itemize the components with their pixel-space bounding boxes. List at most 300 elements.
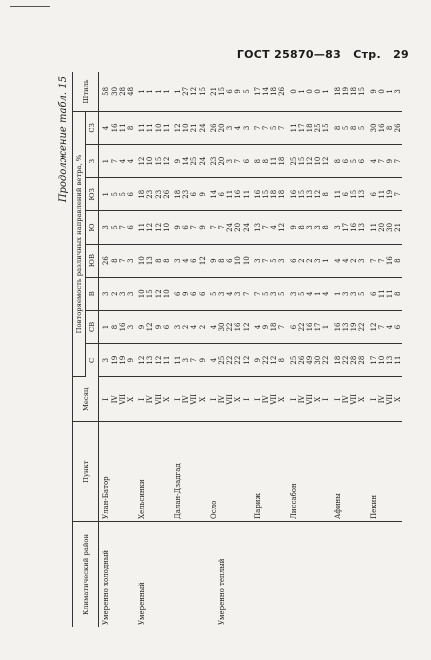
cell-value: 10: [155, 111, 163, 144]
cell-value: 4: [99, 111, 111, 144]
cell-value: 10: [182, 111, 190, 144]
table-row: [135, 72, 146, 627]
cell-point: [378, 422, 386, 522]
cell-value: 7: [262, 111, 270, 144]
table-row: [298, 72, 306, 627]
cell-point: [199, 422, 207, 522]
cell-value: 4: [190, 310, 198, 343]
cell-value: 15: [262, 178, 270, 211]
cell-value: 13: [306, 178, 314, 211]
cell-value: 3: [251, 244, 262, 277]
cell-climate: [350, 521, 358, 627]
cell-value: 18: [135, 178, 146, 211]
cell-value: 30: [386, 211, 394, 244]
cell-value: 3: [99, 344, 111, 377]
table-row: [342, 72, 350, 627]
table-row: [287, 72, 298, 627]
cell-value: 8: [127, 111, 135, 144]
cell-value: 5: [111, 211, 119, 244]
cell-value: 25: [190, 145, 198, 178]
cell-value: 15: [199, 72, 207, 111]
header-calm: Штиль: [73, 72, 99, 111]
cell-value: 8: [394, 277, 402, 310]
cell-value: 18: [171, 178, 182, 211]
cell-value: 18: [278, 178, 286, 211]
cell-value: 4: [127, 145, 135, 178]
cell-climate: [394, 521, 402, 627]
cell-value: 17: [342, 211, 350, 244]
cell-value: 14: [262, 72, 270, 111]
cell-value: 49: [306, 344, 314, 377]
cell-value: 11: [135, 211, 146, 244]
cell-value: 8: [111, 244, 119, 277]
cell-value: 5: [207, 277, 218, 310]
cell-month: X: [199, 377, 207, 422]
cell-value: 1: [331, 277, 342, 310]
cell-value: 12: [135, 344, 146, 377]
cell-value: 9: [386, 145, 394, 178]
cell-value: 5: [342, 111, 350, 144]
cell-climate: [207, 521, 218, 627]
cell-month: X: [394, 377, 402, 422]
cell-climate: [367, 521, 378, 627]
cell-value: 7: [190, 211, 198, 244]
cell-climate: [163, 521, 171, 627]
cell-value: 17: [251, 72, 262, 111]
cell-value: 5: [350, 145, 358, 178]
cell-value: 6: [287, 244, 298, 277]
cell-value: 11: [378, 277, 386, 310]
cell-point: Афины: [331, 422, 342, 522]
cell-value: 12: [155, 211, 163, 244]
cell-value: 11: [243, 178, 251, 211]
cell-climate: [171, 521, 182, 627]
cell-month: VII: [226, 377, 234, 422]
cell-value: 8: [331, 145, 342, 178]
cell-month: X: [314, 377, 322, 422]
cell-month: I: [331, 377, 342, 422]
cell-point: [234, 422, 242, 522]
cell-value: 16: [287, 178, 298, 211]
cell-value: 11: [378, 178, 386, 211]
cell-point: Осло: [207, 422, 218, 522]
cell-month: VII: [386, 377, 394, 422]
cell-value: 10: [146, 145, 154, 178]
cell-value: 22: [342, 344, 350, 377]
cell-value: 19: [350, 310, 358, 343]
cell-month: I: [251, 377, 262, 422]
cell-point: [278, 422, 286, 522]
cell-value: 5: [298, 277, 306, 310]
header-dir: Ю: [86, 211, 99, 244]
cell-month: VII: [270, 377, 278, 422]
cell-value: 9: [234, 72, 242, 111]
cell-value: 11: [226, 178, 234, 211]
cell-value: 1: [298, 72, 306, 111]
cell-value: 25: [287, 344, 298, 377]
cell-point: [190, 422, 198, 522]
cell-value: 28: [358, 344, 366, 377]
cell-value: 0: [287, 72, 298, 111]
table-row: [99, 72, 111, 627]
cell-value: 18: [270, 178, 278, 211]
cell-value: 11: [171, 344, 182, 377]
cell-value: 11: [287, 111, 298, 144]
cell-value: 3: [218, 277, 226, 310]
table-row: [182, 72, 190, 627]
table-row: [386, 72, 394, 627]
cell-value: 12: [243, 310, 251, 343]
cell-value: 20: [234, 211, 242, 244]
header-month: Месяц: [73, 377, 99, 422]
cell-value: 11: [146, 111, 154, 144]
cell-value: 3: [182, 344, 190, 377]
cell-month: IV: [262, 377, 270, 422]
cell-value: 1: [322, 310, 330, 343]
cell-month: I: [367, 377, 378, 422]
cell-value: 24: [199, 111, 207, 144]
header-point: Пункт: [73, 422, 99, 522]
cell-month: VII: [155, 377, 163, 422]
cell-value: 3: [171, 310, 182, 343]
cell-value: 8: [163, 244, 171, 277]
cell-value: 6: [127, 178, 135, 211]
cell-point: Пекин: [367, 422, 378, 522]
cell-value: 16: [386, 244, 394, 277]
cell-climate: [111, 521, 119, 627]
cell-value: 19: [386, 178, 394, 211]
cell-value: 14: [182, 145, 190, 178]
table-row: [270, 72, 278, 627]
cell-climate: [322, 521, 330, 627]
cell-value: 3: [287, 277, 298, 310]
cell-point: [155, 422, 163, 522]
cell-value: 7: [394, 178, 402, 211]
cell-month: X: [234, 377, 242, 422]
cell-point: Лиссабон: [287, 422, 298, 522]
cell-value: 24: [243, 211, 251, 244]
cell-value: 5: [243, 72, 251, 111]
cell-value: 7: [394, 145, 402, 178]
cell-point: [111, 422, 119, 522]
cell-value: 6: [199, 277, 207, 310]
cell-value: 20: [218, 145, 226, 178]
cell-month: I: [99, 377, 111, 422]
cell-value: 11: [119, 111, 127, 144]
cell-value: 18: [306, 111, 314, 144]
cell-value: 12: [146, 310, 154, 343]
cell-value: 22: [298, 310, 306, 343]
cell-value: 6: [163, 310, 171, 343]
cell-month: VII: [350, 377, 358, 422]
cell-value: 6: [127, 211, 135, 244]
cell-value: 0: [306, 72, 314, 111]
cell-value: 10: [135, 277, 146, 310]
cell-value: 7: [378, 145, 386, 178]
cell-value: 3: [127, 244, 135, 277]
cell-value: 11: [163, 111, 171, 144]
cell-climate: Умеренно холодный: [102, 549, 111, 625]
cell-climate: [331, 521, 342, 627]
cell-month: I: [135, 377, 146, 422]
cell-value: 16: [331, 310, 342, 343]
cell-value: 24: [226, 211, 234, 244]
cell-value: 12: [163, 145, 171, 178]
scan-mark: [10, 6, 50, 7]
cell-climate: [199, 521, 207, 627]
cell-climate: [251, 521, 262, 627]
table-row: [314, 72, 322, 627]
cell-value: 8: [111, 310, 119, 343]
cell-value: 13: [342, 310, 350, 343]
cell-point: [298, 422, 306, 522]
table-row: [218, 72, 226, 627]
cell-value: 9: [199, 178, 207, 211]
cell-value: 20: [218, 111, 226, 144]
cell-value: 1: [155, 72, 163, 111]
cell-point: [306, 422, 314, 522]
cell-value: 1: [386, 72, 394, 111]
cell-value: 3: [171, 244, 182, 277]
cell-month: I: [322, 377, 330, 422]
cell-value: 0: [378, 72, 386, 111]
cell-value: 22: [322, 344, 330, 377]
table-row: [146, 72, 154, 627]
cell-value: 3: [226, 145, 234, 178]
cell-value: 8: [155, 244, 163, 277]
cell-value: 9: [171, 211, 182, 244]
cell-value: 5: [270, 111, 278, 144]
cell-month: I: [287, 377, 298, 422]
table-row: [163, 72, 171, 627]
cell-month: IV: [378, 377, 386, 422]
cell-climate: [386, 521, 394, 627]
cell-value: 3: [270, 277, 278, 310]
table-row: [358, 72, 366, 627]
cell-point: [218, 422, 226, 522]
cell-value: 11: [386, 277, 394, 310]
cell-value: 6: [342, 178, 350, 211]
cell-value: 5: [262, 277, 270, 310]
cell-value: 18: [270, 72, 278, 111]
cell-month: VII: [190, 377, 198, 422]
cell-value: 12: [155, 277, 163, 310]
cell-value: 7: [367, 244, 378, 277]
cell-climate: [270, 521, 278, 627]
cell-month: X: [278, 377, 286, 422]
cell-value: 9: [199, 344, 207, 377]
cell-point: Далан-Дзадгад: [171, 422, 182, 522]
cell-value: 25: [218, 344, 226, 377]
cell-value: 7: [111, 145, 119, 178]
cell-value: 21: [207, 72, 218, 111]
cell-value: 7: [251, 277, 262, 310]
cell-climate: [278, 521, 286, 627]
cell-climate: [262, 521, 270, 627]
cell-value: 10: [234, 244, 242, 277]
header-repeat-group: Повторяемость различных направлений ветра, %: [73, 111, 86, 376]
cell-value: 4: [367, 145, 378, 178]
cell-value: 6: [367, 178, 378, 211]
cell-value: 12: [190, 72, 198, 111]
cell-value: 10: [163, 211, 171, 244]
cell-value: 15: [350, 178, 358, 211]
cell-month: IV: [111, 377, 119, 422]
cell-value: 9: [127, 344, 135, 377]
cell-value: 7: [243, 277, 251, 310]
cell-value: 8: [322, 211, 330, 244]
cell-value: 8: [331, 111, 342, 144]
cell-climate: [378, 521, 386, 627]
table-row: [394, 72, 402, 627]
cell-value: 12: [171, 111, 182, 144]
cell-value: 26: [298, 344, 306, 377]
cell-value: 1: [99, 178, 111, 211]
cell-value: 1: [99, 145, 111, 178]
table-row: [331, 72, 342, 627]
cell-value: 12: [322, 145, 330, 178]
cell-value: 26: [207, 111, 218, 144]
cell-value: 7: [262, 211, 270, 244]
cell-value: 9: [155, 310, 163, 343]
cell-value: 6: [226, 244, 234, 277]
cell-value: 1: [314, 277, 322, 310]
cell-point: [243, 422, 251, 522]
cell-value: 5: [111, 178, 119, 211]
cell-value: 30: [314, 344, 322, 377]
cell-month: VII: [119, 377, 127, 422]
table-row: [199, 72, 207, 627]
cell-value: 18: [331, 72, 342, 111]
cell-value: 4: [182, 244, 190, 277]
cell-value: 1: [163, 72, 171, 111]
cell-value: 9: [251, 344, 262, 377]
cell-value: 11: [394, 344, 402, 377]
cell-value: 1: [99, 310, 111, 343]
cell-climate: [314, 521, 322, 627]
cell-value: 9: [199, 211, 207, 244]
cell-point: [127, 422, 135, 522]
cell-value: 28: [350, 344, 358, 377]
cell-climate: [298, 521, 306, 627]
cell-climate: [234, 521, 242, 627]
cell-point: Париж: [251, 422, 262, 522]
cell-value: 16: [378, 111, 386, 144]
cell-value: 6: [190, 178, 198, 211]
cell-value: 11: [163, 344, 171, 377]
page-number: 29: [393, 48, 409, 61]
cell-value: 6: [243, 145, 251, 178]
cell-value: 10: [163, 277, 171, 310]
cell-climate: [287, 521, 298, 627]
cell-value: 10: [378, 344, 386, 377]
cell-point: [163, 422, 171, 522]
cell-value: 3: [314, 244, 322, 277]
cell-value: 22: [234, 344, 242, 377]
table-row: [378, 72, 386, 627]
cell-value: 13: [146, 244, 154, 277]
standard-number: ГОСТ 25870—83: [236, 48, 342, 61]
cell-month: IV: [218, 377, 226, 422]
cell-value: 5: [270, 244, 278, 277]
table-row: [322, 72, 330, 627]
cell-value: 6: [190, 277, 198, 310]
table-row: [207, 72, 218, 627]
table-row: [190, 72, 198, 627]
cell-value: 8: [386, 111, 394, 144]
table-row: [155, 72, 163, 627]
cell-value: 22: [226, 344, 234, 377]
cell-value: 23: [146, 178, 154, 211]
cell-value: 16: [234, 178, 242, 211]
rotated-table-area: [58, 72, 401, 627]
cell-value: 2: [306, 244, 314, 277]
cell-month: IV: [342, 377, 350, 422]
cell-value: 13: [358, 178, 366, 211]
continuation-label: Продолжение табл. 15: [58, 76, 69, 203]
cell-value: 4: [226, 277, 234, 310]
cell-value: 5: [278, 277, 286, 310]
cell-climate: [226, 521, 234, 627]
cell-value: 4: [331, 244, 342, 277]
cell-value: 17: [298, 111, 306, 144]
cell-month: X: [127, 377, 135, 422]
cell-value: 8: [218, 244, 226, 277]
cell-value: 11: [135, 111, 146, 144]
cell-value: 13: [146, 344, 154, 377]
cell-value: 3: [119, 277, 127, 310]
header-climate: Климатический район: [73, 521, 99, 627]
cell-point: [394, 422, 402, 522]
cell-value: 16: [251, 178, 262, 211]
cell-value: 8: [262, 145, 270, 178]
cell-month: I: [171, 377, 182, 422]
cell-value: 16: [306, 310, 314, 343]
cell-point: Улан-Батор: [99, 422, 111, 522]
table-row: [306, 72, 314, 627]
cell-value: 18: [350, 72, 358, 111]
cell-value: 7: [378, 310, 386, 343]
header-dir: ЮЗ: [86, 178, 99, 211]
cell-point: Хельсинки: [135, 422, 146, 522]
cell-value: 19: [111, 344, 119, 377]
cell-value: 16: [350, 211, 358, 244]
table-row: [234, 72, 242, 627]
header-dir: З: [86, 145, 99, 178]
cell-value: 22: [226, 310, 234, 343]
cell-value: 23: [207, 145, 218, 178]
cell-value: 6: [358, 145, 366, 178]
cell-value: 30: [367, 111, 378, 144]
cell-climate: [182, 521, 190, 627]
cell-value: 6: [190, 244, 198, 277]
cell-value: 15: [218, 72, 226, 111]
header-dir: СВ: [86, 310, 99, 343]
cell-value: 12: [243, 344, 251, 377]
cell-value: 4: [207, 344, 218, 377]
cell-climate: [119, 521, 127, 627]
cell-value: 4: [306, 277, 314, 310]
cell-value: 4: [322, 277, 330, 310]
cell-value: 30: [218, 310, 226, 343]
page-label: Стр.: [353, 48, 381, 61]
cell-value: 3: [394, 72, 402, 111]
cell-value: 9: [262, 310, 270, 343]
cell-climate: [342, 521, 350, 627]
cell-value: 6: [226, 72, 234, 111]
cell-month: VII: [306, 377, 314, 422]
cell-value: 8: [394, 244, 402, 277]
